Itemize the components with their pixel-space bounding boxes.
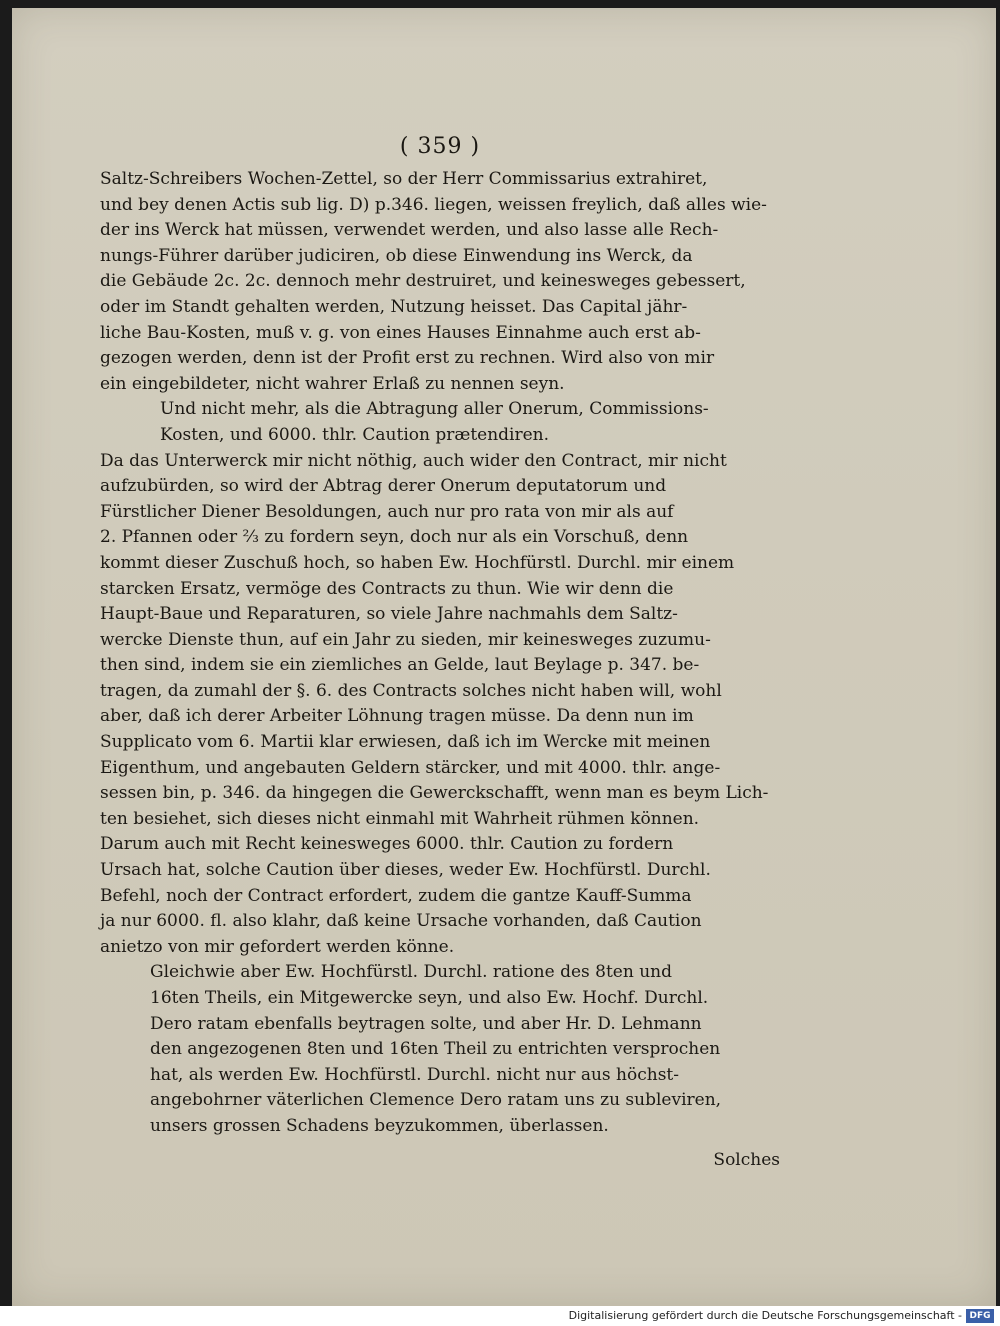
- heading-line: Und nicht mehr, als die Abtragung aller Onerum, Commissions-: [160, 399, 709, 420]
- running-head: [100, 133, 780, 161]
- text-line: Gleichwie aber Ew. Hochfürstl. Durchl. ratione des 8ten und: [150, 962, 673, 983]
- text-line: Saltz-Schreibers Wochen-Zettel, so der Herr Commissarius extrahiret,: [100, 169, 708, 189]
- paragraph-continuation: [100, 167, 780, 397]
- text-line: die Gebäude 2c. 2c. dennoch mehr destruiret, und keinesweges gebessert,: [100, 271, 746, 292]
- text-line: hat, als werden Ew. Hochfürstl. Durchl. nicht nur aus höchst-: [150, 1064, 680, 1085]
- text-line: aber, daß ich derer Arbeiter Löhnung tragen müsse. Da denn nun im: [100, 706, 694, 727]
- text-line: ja nur 6000. fl. also klahr, daß keine Ursache vorhanden, daß Caution: [100, 911, 702, 932]
- text-line: der ins Werck hat müssen, verwendet werden, und also lasse alle Rech-: [100, 220, 719, 241]
- text-line: Supplicato vom 6. Martii klar erwiesen, daß ich im Wercke mit meinen: [100, 732, 711, 753]
- text-line: aufzubürden, so wird der Abtrag derer Onerum deputatorum und: [100, 476, 667, 497]
- text-line: ein eingebildeter, nicht wahrer Erlaß zu nennen seyn.: [100, 373, 565, 394]
- text-line: tragen, da zumahl der §. 6. des Contracts solches nicht haben will, wohl: [100, 680, 722, 701]
- text-line: then sind, indem sie ein ziemliches an Gelde, laut Beylage p. 347. be-: [100, 655, 700, 676]
- text-line: Da das Unterwerck mir nicht nöthig, auch wider den Contract, mir nicht: [100, 450, 727, 471]
- text-block: [100, 167, 780, 1173]
- catchword: Solches: [713, 1149, 780, 1170]
- text-line: nungs-Führer darüber judiciren, ob diese Einwendung ins Werck, da: [100, 245, 693, 266]
- footer-bar: [0, 1306, 1000, 1326]
- text-line: und bey denen Actis sub lig. D) p.346. liegen, weissen freylich, daß alles wie-: [100, 194, 767, 215]
- text-line: Ursach hat, solche Caution über dieses, weder Ew. Hochfürstl. Durchl.: [100, 860, 711, 881]
- text-line: den angezogenen 8ten und 16ten Theil zu entrichten versprochen: [150, 1039, 721, 1060]
- text-line: wercke Dienste thun, auf ein Jahr zu sieden, mir keinesweges zuzumu-: [100, 629, 711, 650]
- text-line: Dero ratam ebenfalls beytragen solte, und aber Hr. D. Lehmann: [150, 1013, 702, 1034]
- text-line: kommt dieser Zuschuß hoch, so haben Ew. Hochfürstl. Durchl. mir einem: [100, 552, 735, 573]
- text-line: Darum auch mit Recht keinesweges 6000. thlr. Caution zu fordern: [100, 834, 674, 855]
- text-line: unsers grossen Schadens beyzukommen, überlassen.: [150, 1115, 609, 1136]
- text-line: starcken Ersatz, vermöge des Contracts zu thun. Wie wir denn die: [100, 578, 674, 599]
- page-number: ( 359 ): [399, 134, 481, 159]
- text-line: sessen bin, p. 346. da hingegen die Gewerckschafft, wenn man es beym Lich-: [100, 783, 769, 804]
- section-heading: [100, 397, 780, 448]
- text-line: Fürstlicher Diener Besoldungen, auch nur pro rata von mir als auf: [100, 501, 674, 522]
- text-line: Befehl, noch der Contract erfordert, zudem die gantze Kauff-Summa: [100, 885, 692, 906]
- text-line: oder im Standt gehalten werden, Nutzung heisset. Das Capital jähr-: [100, 296, 688, 317]
- text-line: 16ten Theils, ein Mitgewercke seyn, und also Ew. Hochf. Durchl.: [150, 988, 709, 1008]
- text-line: 2. Pfannen oder ⅔ zu fordern seyn, doch nur als ein Vorschuß, denn: [100, 527, 689, 548]
- funding-credit: Digitalisierung gefördert durch die Deutsche Forschungsgemeinschaft -: [568, 1309, 962, 1322]
- text-line: gezogen werden, denn ist der Profit erst zu rechnen. Wird also von mir: [100, 348, 715, 369]
- text-line: anietzo von mir gefordert werden könne.: [100, 936, 455, 957]
- dfg-logo: DFG: [966, 1309, 994, 1323]
- text-line: Haupt-Baue und Reparaturen, so viele Jahre nachmahls dem Saltz-: [100, 604, 678, 625]
- text-line: angebohrner väterlichen Clemence Dero ratam uns zu subleviren,: [150, 1090, 722, 1111]
- text-line: ten besiehet, sich dieses nicht einmahl mit Wahrheit rühmen können.: [100, 808, 700, 829]
- paragraph-closing: [100, 960, 780, 1139]
- page-content: [100, 133, 780, 1173]
- heading-line: Kosten, und 6000. thlr. Caution prætendiren.: [160, 424, 550, 445]
- text-line: Eigenthum, und angebauten Geldern stärcker, und mit 4000. thlr. ange-: [100, 757, 721, 778]
- paragraph-body: [100, 449, 780, 961]
- scanned-page: [12, 8, 996, 1306]
- text-line: liche Bau-Kosten, muß v. g. von eines Hauses Einnahme auch erst ab-: [100, 322, 701, 343]
